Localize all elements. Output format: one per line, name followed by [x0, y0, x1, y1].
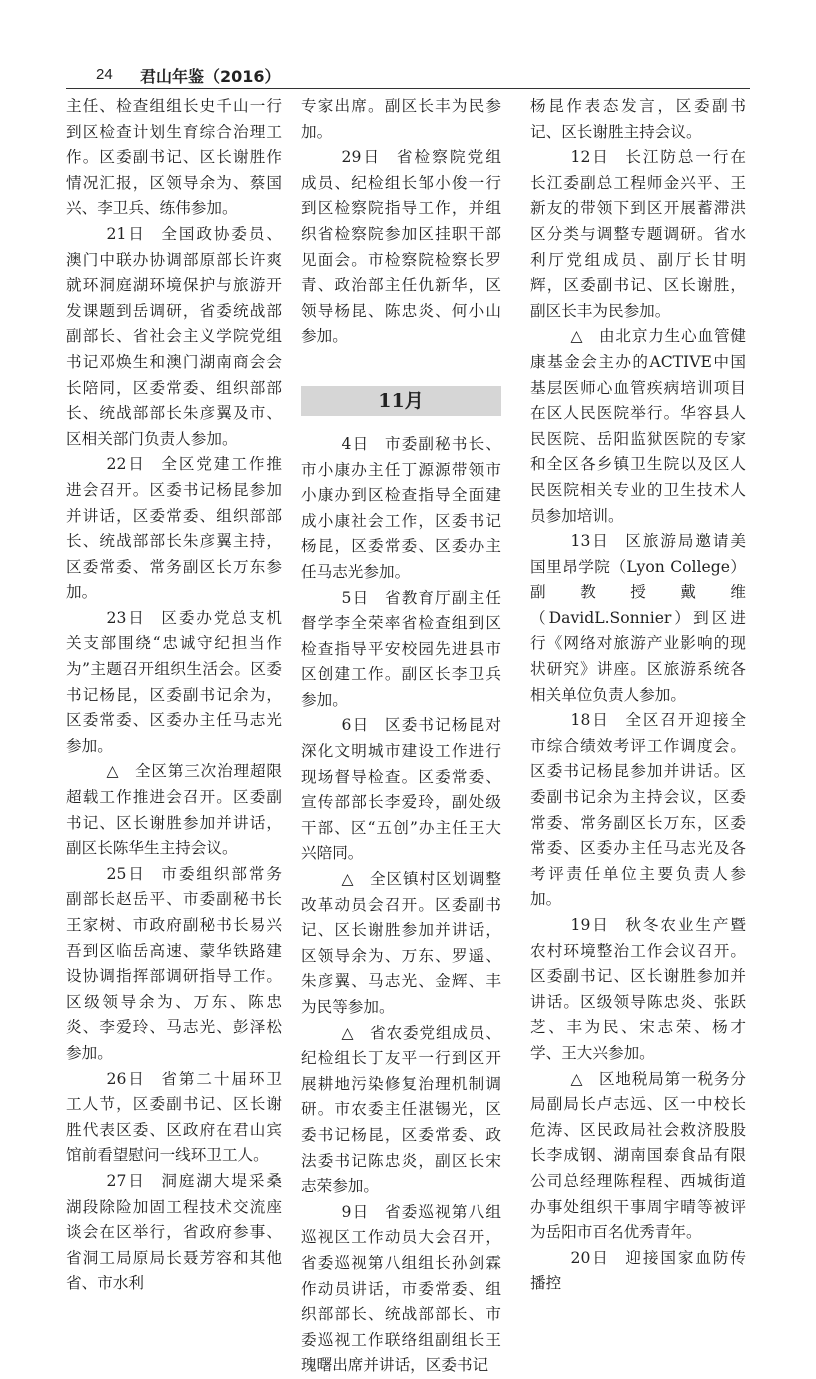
chronicle-entry	[301, 713, 501, 867]
column-3	[530, 94, 746, 1297]
entry-date: 13日	[570, 532, 610, 551]
entry-text: 省委巡视第八组巡视区工作动员大会召开，省委巡视第八组组长孙剑霖作动员讲话，市委常委、组织部部长、统战部部长、市委巡视工作联络组副组长王瑰曙出席并讲话，区委书记	[301, 1202, 501, 1375]
entry-text: 区地税局第一税务分局副局长卢志远、区一中校长危涛、区民政局社会救济股股长李成钢、湖南国泰食品有限公司总经理陈程程、西城街道办事处组织干事周宇晴等被评为岳阳市百名优秀青年。	[530, 1069, 746, 1242]
chronicle-entry	[66, 759, 282, 861]
entry-date: 12日	[570, 148, 610, 167]
entry-text: 全国政协委员、澳门中联办协调部原部长许爽就环洞庭湖环境保护与旅游开发课题到岳调研，省委统战部副部长、省社会主义学院党组书记邓焕生和澳门湖南商会会长陪同，区委常委、组织部部长、统战部部长朱彦翼及市、区相关部门负责人参加。	[66, 224, 282, 448]
entry-date: 4日	[341, 434, 370, 453]
entry-date: 23日	[106, 608, 146, 627]
entry-date: 6日	[341, 716, 370, 735]
entry-date: 21日	[106, 224, 146, 243]
entry-text: 省农委党组成员、纪检组长丁友平一行到区开展耕地污染修复治理机制调研。市农委主任湛锡光，区委书记杨昆，区委常委、政法委书记陈忠炎，副区长宋志荣参加。	[301, 1023, 501, 1196]
chronicle-entry	[530, 708, 746, 913]
chronicle-entry	[66, 222, 282, 452]
entry-date: △	[570, 327, 584, 346]
entry-text: 全区党建工作推进会召开。区委书记杨昆参加并讲话，区委常委、组织部部长、统战部部长朱彦翼主持，区委常委、常务副区长万东参加。	[66, 455, 282, 602]
chronicle-entry	[66, 1169, 282, 1297]
entry-date: 9日	[341, 1202, 370, 1221]
chronicle-entry	[301, 867, 501, 1021]
entry-text: 区旅游局邀请美国里昂学院（Lyon College）副教授戴维（DavidL.Sonnier）到区进行《网络对旅游产业影响的现状研究》讲座。区旅游系统各相关单位负责人参加。	[530, 532, 746, 704]
chronicle-entry	[301, 1021, 501, 1200]
entry-text: 全区镇村区划调整改革动员会召开。区委副书记、区长谢胜参加并讲话，区领导余为、万东、罗遥、朱彦翼、马志光、金辉、丰为民等参加。	[301, 870, 501, 1016]
column-2	[301, 94, 501, 1379]
entry-date: 5日	[341, 588, 370, 607]
entry-text: 主任、检查组组长史千山一行到区检查计划生育综合治理工作。区委副书记、区长谢胜作情况汇报，区领导余为、蔡国兴、李卫兵、练伟参加。	[66, 97, 282, 218]
entry-text: 长江防总一行在长江委副总工程师金兴平、王新友的带领下到区开展蓄滞洪区分类与调整专题调研。省水利厅党组成员、副厅长甘明辉，区委副书记、区长谢胜，副区长丰为民参加。	[530, 148, 746, 320]
chronicle-entry	[66, 606, 282, 760]
entry-date: 22日	[106, 455, 146, 474]
entry-date: △	[341, 1023, 355, 1042]
entry-date: 20日	[570, 1248, 610, 1267]
entry-text: 市委副秘书长、市小康办主任丁源源带领市小康办到区检查指导全面建成小康社会工作，区委书记杨昆，区委常委、区委办主任马志光参加。	[301, 434, 501, 581]
chronicle-entry	[66, 452, 282, 606]
chronicle-entry	[530, 94, 746, 145]
entry-text: 洞庭湖大堤采桑湖段除险加固工程技术交流座谈会在区举行，省政府参事、省洞工局原局长聂芳容和其他省、市水利	[66, 1171, 282, 1293]
chronicle-entry	[530, 1067, 746, 1246]
chronicle-entry	[530, 145, 746, 324]
entry-text: 省检察院党组成员、纪检组长邹小俊一行到区检察院指导工作，并组织省检察院参加区挂职干部见面会。市检察院检察长罗青、政治部主任仇新华，区领导杨昆、陈忠炎、何小山参加。	[301, 148, 501, 346]
entry-text: 区委书记杨昆对深化文明城市建设工作进行现场督导检查。区委常委、宣传部部长李爱玲，副处级干部、区“五创”办主任王大兴陪同。	[301, 716, 501, 863]
chronicle-entry	[66, 94, 282, 222]
chronicle-entry	[66, 1067, 282, 1169]
chronicle-entry	[530, 1246, 746, 1297]
entry-text: 市委组织部常务副部长赵岳平、市委副秘书长王家树、市政府副秘书长易兴吾到区临岳高速、蒙华铁路建设协调指挥部调研指导工作。区级领导余为、万东、陈忠炎、李爱玲、马志光、彭泽松参加。	[66, 864, 282, 1062]
entry-text: 省教育厅副主任督学李全荣率省检查组到区检查指导平安校园先进县市区创建工作。副区长李卫兵参加。	[301, 588, 501, 709]
entry-date: △	[570, 1069, 584, 1088]
entry-text: 全区第三次治理超限超载工作推进会召开。区委副书记、区长谢胜参加并讲话，副区长陈华生主持会议。	[66, 762, 282, 858]
entry-date: △	[106, 762, 120, 781]
column-2-bottom	[301, 432, 501, 1379]
running-header	[66, 64, 750, 89]
entry-date: 27日	[106, 1171, 146, 1190]
entry-text: 省第二十届环卫工人节，区委副书记、区长谢胜代表区委、区政府在君山宾馆前看望慰问一线环卫工人。	[66, 1069, 282, 1165]
entry-text: 专家出席。副区长丰为民参加。	[301, 97, 501, 141]
entry-date: 19日	[570, 916, 610, 934]
chronicle-entry	[301, 94, 501, 145]
chronicle-entry	[301, 432, 501, 586]
entry-text: 区委办党总支机关支部围绕“忠诚守纪担当作为”主题召开组织生活会。区委书记杨昆，区委副书记余为，区委常委、区委办主任马志光参加。	[66, 608, 282, 755]
entry-date: 29日	[341, 148, 382, 167]
chronicle-entry	[301, 586, 501, 714]
entry-text: 由北京力生心血管健康基金会主办的ACTIVE中国基层医师心血管疾病培训项目在区人民医院举行。华容县人民医院、岳阳监狱医院的专家和全区各乡镇卫生院以及区人民医院相关专业的卫生技术人员参加培训。	[530, 327, 746, 525]
month-heading: 11月	[301, 386, 501, 416]
entry-date: 25日	[106, 864, 146, 883]
chronicle-entry	[530, 324, 746, 529]
entry-date: 26日	[106, 1069, 146, 1088]
column-1	[66, 94, 282, 1297]
chronicle-entry	[530, 529, 746, 708]
chronicle-entry	[301, 1200, 501, 1379]
chronicle-entry	[66, 862, 282, 1067]
chronicle-entry	[301, 145, 501, 350]
entry-text: 杨昆作表态发言，区委副书记、区长谢胜主持会议。	[530, 97, 746, 141]
chronicle-entry	[530, 913, 746, 1067]
book-title: 君山年鉴（2016）	[140, 67, 281, 86]
entry-date: △	[341, 870, 355, 889]
column-2-top	[301, 94, 501, 350]
page-number: 24	[96, 66, 113, 83]
entry-text: 迎接国家血防传播控	[530, 1248, 746, 1293]
entry-date: 18日	[570, 711, 610, 730]
entry-text: 全区召开迎接全市综合绩效考评工作调度会。区委书记杨昆参加并讲话。区委副书记余为主持会议，区委常委、常务副区长万东，区委常委、区委办主任马志光及各考评责任单位主要负责人参加。	[530, 711, 746, 909]
entry-text: 秋冬农业生产暨农村环境整治工作会议召开。区委副书记、区长谢胜参加并讲话。区级领导陈忠炎、张跃芝、丰为民、宋志荣、杨才学、王大兴参加。	[530, 916, 746, 1062]
